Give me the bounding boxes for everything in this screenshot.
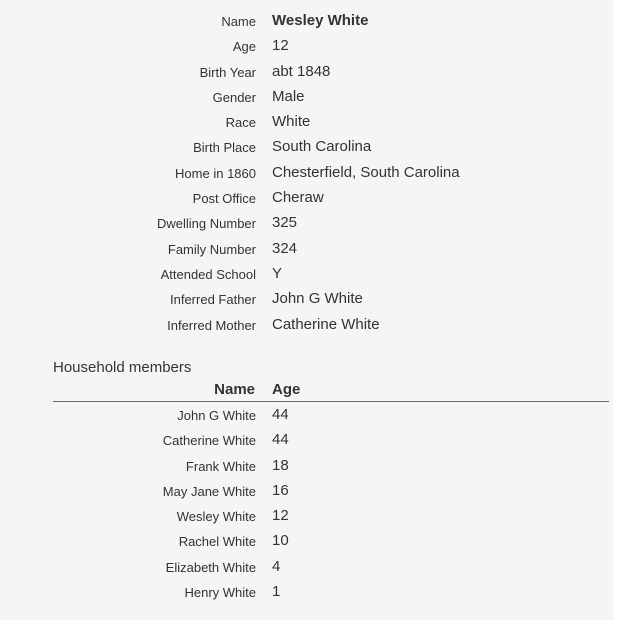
member-age: 1 (272, 583, 281, 601)
detail-row-post-office (0, 186, 613, 211)
detail-row-gender (0, 85, 613, 110)
detail-value: 324 (272, 239, 298, 257)
household-members-heading: Household members (53, 359, 192, 376)
detail-row-race (0, 110, 613, 135)
detail-value: Chesterfield, South Carolina (272, 163, 460, 181)
detail-value: Y (272, 264, 283, 282)
column-header-age: Age (272, 381, 301, 398)
detail-label: Age (232, 39, 256, 55)
member-age: 4 (272, 557, 281, 575)
table-row (0, 479, 613, 504)
detail-value: 12 (272, 37, 289, 55)
member-age: 18 (272, 456, 289, 474)
detail-label: Birth Place (193, 140, 256, 156)
detail-label: Inferred Father (170, 292, 256, 308)
table-row (0, 403, 613, 428)
detail-label: Name (221, 14, 256, 29)
detail-value: South Carolina (272, 138, 372, 156)
detail-label: Attended School (160, 266, 256, 282)
column-header-name: Name (214, 381, 255, 398)
detail-value: Wesley White (272, 12, 369, 29)
member-name: Henry White (184, 585, 256, 601)
member-age: 44 (272, 406, 289, 423)
detail-row-home (0, 161, 613, 186)
member-name: Catherine White (162, 433, 256, 449)
member-age: 44 (272, 431, 289, 449)
member-name: Wesley White (176, 509, 256, 525)
table-row (0, 529, 613, 554)
table-row (0, 454, 613, 479)
detail-label: Home in 1860 (175, 165, 256, 181)
household-table-header (53, 379, 609, 402)
household-members-table (0, 403, 613, 605)
detail-row-attended-school (0, 262, 613, 287)
detail-row-inferred-father (0, 287, 613, 312)
table-row (0, 580, 613, 605)
detail-row-name (0, 9, 613, 34)
table-row (0, 555, 613, 580)
detail-value: Catherine White (272, 315, 380, 333)
detail-row-birth-place (0, 135, 613, 160)
member-name: Rachel White (178, 534, 256, 550)
member-name: Elizabeth White (165, 559, 256, 575)
detail-label: Gender (212, 89, 256, 105)
detail-label: Post Office (192, 191, 256, 207)
member-age: 12 (272, 507, 289, 525)
member-name: Frank White (185, 458, 256, 474)
detail-label: Inferred Mother (167, 317, 256, 333)
detail-value: Male (272, 87, 305, 105)
detail-value: John G White (272, 290, 363, 308)
detail-row-inferred-mother (0, 313, 613, 338)
table-row (0, 504, 613, 529)
detail-value: Cheraw (272, 189, 324, 207)
detail-row-age (0, 34, 613, 59)
member-name: John G White (177, 408, 256, 423)
member-age: 10 (272, 532, 289, 550)
detail-value: White (272, 113, 311, 131)
record-details-list (0, 9, 613, 338)
detail-label: Family Number (167, 241, 256, 257)
member-age: 16 (272, 481, 289, 499)
detail-label: Race (225, 115, 256, 131)
detail-row-dwelling-number (0, 211, 613, 236)
detail-value: abt 1848 (272, 62, 331, 80)
member-name: May Jane White (162, 483, 256, 499)
detail-row-birth-year (0, 60, 613, 85)
detail-label: Dwelling Number (157, 216, 256, 232)
detail-row-family-number (0, 237, 613, 262)
detail-label: Birth Year (199, 64, 256, 80)
table-row (0, 428, 613, 453)
detail-value: 325 (272, 214, 298, 232)
